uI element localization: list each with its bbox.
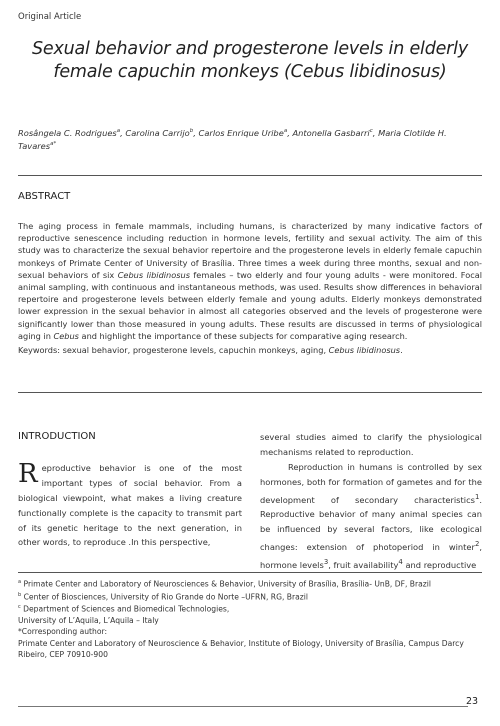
footnote-text: Center of Biosciences, University of Rio Grande do Norte –UFRN, RG, Brazil	[21, 592, 308, 602]
intro-text: , fruit availability	[328, 559, 399, 570]
footnote-line: University of L’Aquila, L’Aquila – Italy	[18, 616, 159, 626]
author-separator: ,	[287, 127, 293, 138]
intro-paragraph: several studies aimed to clarify the physiological mechanisms related to reproduction.	[260, 432, 482, 457]
footnote	[18, 590, 482, 603]
article-type-label: Original Article	[18, 12, 82, 22]
page-number: 23	[466, 696, 479, 707]
keywords-species: Cebus libidinosus	[328, 345, 401, 356]
author-name: Carolina Carrijo	[125, 127, 190, 138]
author-separator: ,	[372, 127, 379, 138]
top-divider	[18, 175, 482, 176]
species-name: Cebus libidinosus	[117, 269, 190, 280]
article-title: Sexual behavior and progesterone levels in elderly female capuchin monkeys (Cebus libidinosus)	[31, 39, 468, 82]
abstract-text: females – two elderly and four young adults - were monitored. Focal animal sampling, with continuous and instantaneous methods, was used. Results show differences in behavioral repertoire and progesterone levels between elderly female and young adults. Elderly monkeys demonstrated lower expression in the sexual behavior in almost all categories observed and the levels of progesterone were significantly lower than those measured in young adults. These results are discussed in terms of physiological aging in	[18, 269, 483, 341]
affiliation-mark: c	[369, 128, 373, 134]
intro-text: Reproduction in humans is controlled by sex hormones, both for formation of gametes and for the development of secondary characteristics	[260, 461, 482, 505]
author-name: Antonella Gasbarri	[292, 127, 370, 138]
footnote-mark: b	[18, 591, 22, 598]
author-separator: ,	[193, 127, 199, 138]
footnote-text: Primate Center and Laboratory of Neurosciences & Behavior, University of Brasília, Brasília- UnB, DF, Brazil	[21, 579, 431, 589]
affiliation-mark: a	[283, 128, 288, 134]
affiliation-mark: a*	[50, 140, 57, 147]
intro-text: . Reproductive behavior of many animal species can be influenced by several factors, like ecological changes: extension of photoperiod in winter	[260, 494, 482, 552]
footnotes	[18, 577, 482, 660]
intro-paragraph	[18, 458, 242, 550]
drop-cap: R	[18, 458, 38, 489]
reference-mark: 2	[474, 540, 480, 549]
footnote	[18, 602, 482, 615]
abstract-text: and highlight the importance of these subjects for comparative aging research.	[78, 330, 408, 341]
intro-paragraph	[260, 460, 482, 573]
keywords-line	[18, 344, 482, 356]
footnote-mark: a	[18, 579, 22, 585]
keywords-text: : sexual behavior, progesterone levels, capuchin monkeys, aging,	[57, 345, 329, 356]
keywords-label: Keywords	[18, 345, 58, 356]
corresponding-author-address: Primate Center and Laboratory of Neuroscience & Behavior, Institute of Biology, University of Brasília, Campus Darcy Ribeiro, CEP 70910-900	[18, 638, 464, 659]
corresponding-author-label: *Corresponding author:	[18, 627, 108, 637]
intro-text: and reproductive	[402, 559, 477, 570]
abstract-body	[18, 220, 482, 356]
intro-text: , hormone levels	[260, 541, 482, 570]
intro-text: eproductive behavior is one of the most important types of social behavior. From a biological viewpoint, what makes a living creature functionally complete is the capacity to transmit part of its genetic heritage to the next generation, in other words, to reproduce .In this perspective,	[18, 462, 242, 548]
genus-name: Cebus	[53, 330, 79, 341]
reference-mark: 4	[398, 557, 403, 566]
reference-mark: 3	[323, 557, 329, 566]
author-name: Maria Clotilde H. Tavares	[18, 127, 447, 151]
keywords-end: .	[400, 345, 403, 356]
author-separator: ,	[120, 127, 126, 138]
right-column	[260, 430, 482, 572]
author-name: Rosângela C. Rodrigues	[18, 127, 117, 138]
introduction-heading: INTRODUCTION	[18, 431, 96, 442]
affiliation-mark: a	[116, 128, 121, 134]
abstract-heading: ABSTRACT	[18, 191, 71, 202]
footnote-divider	[18, 572, 482, 573]
footnote	[18, 577, 482, 590]
abstract-text: The aging process in female mammals, including humans, is characterized by many indicative factors of reproductive senescence including reduction in hormone levels, fertility and sexual activity. The aim of this study was to characterize the sexual behavior repertoire and the progesterone levels in elderly female capuchin monkeys of Primate Center of University of Brasília. Three times a week during three months, sexual and non-sexual behaviors of six	[18, 221, 482, 280]
affiliation-mark: b	[189, 128, 194, 134]
abstract-divider	[18, 392, 482, 393]
reference-mark: 1	[474, 492, 480, 501]
author-list	[18, 126, 482, 152]
footnote-mark: c	[18, 604, 21, 611]
abstract-paragraph	[18, 220, 482, 342]
author-name: Carlos Enrique Uribe	[198, 127, 284, 138]
left-column	[18, 430, 242, 550]
footnote-text: Department of Sciences and Biomedical Technologies,	[20, 605, 230, 614]
bottom-rule	[18, 706, 468, 707]
